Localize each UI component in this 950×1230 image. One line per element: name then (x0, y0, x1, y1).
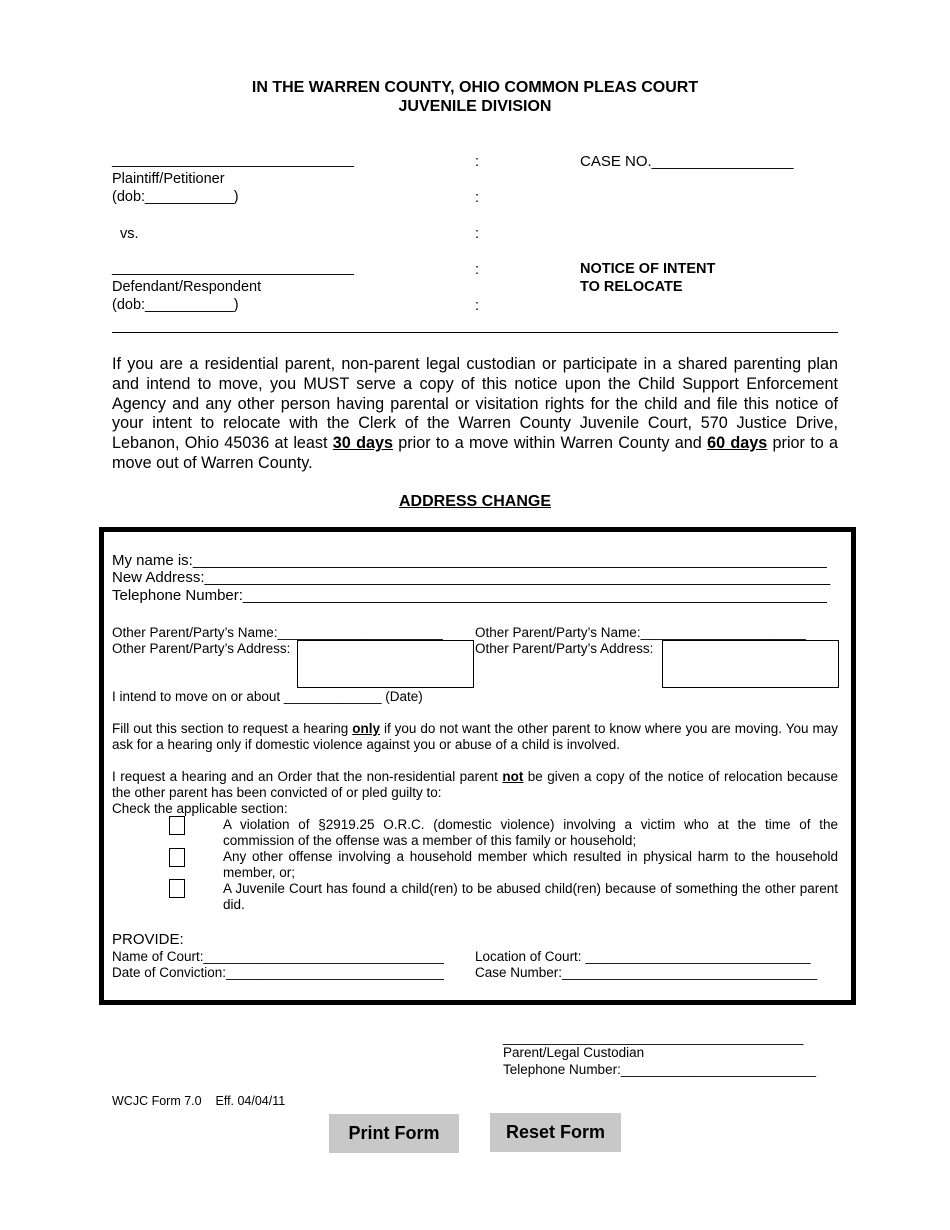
section-title: ADDRESS CHANGE (398, 493, 551, 510)
other-parent-name-right[interactable]: Other Parent/Party’s Name:______________________ (475, 625, 806, 640)
only-emphasis: only (352, 721, 380, 736)
document-title-line1: NOTICE OF INTENT (580, 261, 716, 277)
defendant-name-field[interactable]: ______________________________ (112, 260, 354, 276)
custodian-telephone-field[interactable]: Telephone Number:__________________________ (503, 1062, 817, 1077)
division-title: JUVENILE DIVISION (398, 98, 552, 115)
custodian-label: Parent/Legal Custodian (503, 1045, 645, 1060)
not-emphasis: not (502, 769, 524, 784)
date-of-conviction-field[interactable]: Date of Conviction:_____________________________ (112, 965, 444, 980)
plaintiff-name-field[interactable]: ______________________________ (112, 152, 354, 168)
print-form-button[interactable]: Print Form (329, 1114, 459, 1153)
child-abuse-checkbox[interactable] (169, 879, 185, 898)
caption-colon: : (475, 154, 480, 170)
other-parent-address-label-left: Other Parent/Party’s Address: (112, 641, 291, 656)
move-date-field[interactable]: I intend to move on or about _____________ (Date) (112, 689, 423, 704)
other-parent-address-input-left[interactable] (297, 640, 474, 688)
caption-colon: : (475, 190, 480, 206)
other-parent-name-left[interactable]: Other Parent/Party’s Name:______________________ (112, 625, 443, 640)
caption-colon: : (475, 226, 480, 242)
defendant-dob-field[interactable]: (dob:___________) (112, 297, 239, 313)
physical-harm-checkbox[interactable] (169, 848, 185, 867)
signature-line[interactable]: ________________________________________ (503, 1030, 804, 1045)
reset-form-button[interactable]: Reset Form (490, 1113, 621, 1152)
case-number-field[interactable]: CASE NO._________________ (580, 153, 794, 170)
vs-label: vs. (120, 226, 139, 242)
court-title: IN THE WARREN COUNTY, OHIO COMMON PLEAS COURT (251, 79, 699, 96)
days-30-emphasis: 30 days (332, 434, 393, 453)
days-60-emphasis: 60 days (707, 434, 768, 453)
other-parent-address-input-right[interactable] (662, 640, 839, 688)
my-name-field[interactable]: My name is:____________________________________________________________________________ (112, 552, 827, 569)
new-address-field[interactable]: New Address:___________________________________________________________________________ (112, 569, 831, 586)
location-of-court-field[interactable]: Location of Court: ______________________________ (475, 949, 811, 964)
option-physical-harm: Any other offense involving a household member which resulted in physical harm to the household member, or; (223, 849, 838, 880)
caption-colon: : (475, 262, 480, 278)
domestic-violence-checkbox[interactable] (169, 816, 185, 835)
form-id: WCJC Form 7.0 Eff. 04/04/11 (112, 1094, 286, 1108)
telephone-field[interactable]: Telephone Number:______________________________________________________________________ (112, 587, 827, 604)
caption-colon: : (475, 298, 480, 314)
hearing-instructions: Fill out this section to request a hearing only if you do not want the other parent to know where you are moving. You may ask for a hearing only if domestic violence against you or abuse of a child is involved. (112, 721, 838, 752)
other-parent-address-label-right: Other Parent/Party’s Address: (475, 641, 654, 656)
case-number-field-lower[interactable]: Case Number:__________________________________ (475, 965, 818, 980)
check-applicable-label: Check the applicable section: (112, 801, 288, 816)
option-child-abuse: A Juvenile Court has found a child(ren) to be abused child(ren) because of something the other parent did. (223, 881, 838, 912)
option-domestic-violence: A violation of §2919.25 O.R.C. (domestic violence) involving a victim who at the time of the commission of the offense was a member of this family or household; (223, 817, 838, 848)
document-title-line2: TO RELOCATE (580, 279, 683, 295)
caption-divider (112, 332, 838, 333)
hearing-request: I request a hearing and an Order that the non-residential parent not be given a copy of the notice of relocation because the other parent has been convicted of or pled guilty to: (112, 769, 838, 800)
defendant-label: Defendant/Respondent (112, 279, 262, 295)
provide-label: PROVIDE: (112, 931, 184, 948)
name-of-court-field[interactable]: Name of Court:________________________________ (112, 949, 444, 964)
plaintiff-dob-field[interactable]: (dob:___________) (112, 189, 239, 205)
intro-paragraph: If you are a residential parent, non-parent legal custodian or participate in a shared parenting plan and intend to move, you MUST serve a copy of this notice upon the Child Support Enforcement Agency and any other person having parental or visitation rights for the child and file this notice of your intent to relocate with the Clerk of the Warren County Juvenile Court, 570 Justice Drive, Lebanon, Ohio 45036 at least 30 days prior to a move within Warren County and 60 days prior to a move out of Warren County. (112, 355, 838, 472)
plaintiff-label: Plaintiff/Petitioner (112, 171, 225, 187)
